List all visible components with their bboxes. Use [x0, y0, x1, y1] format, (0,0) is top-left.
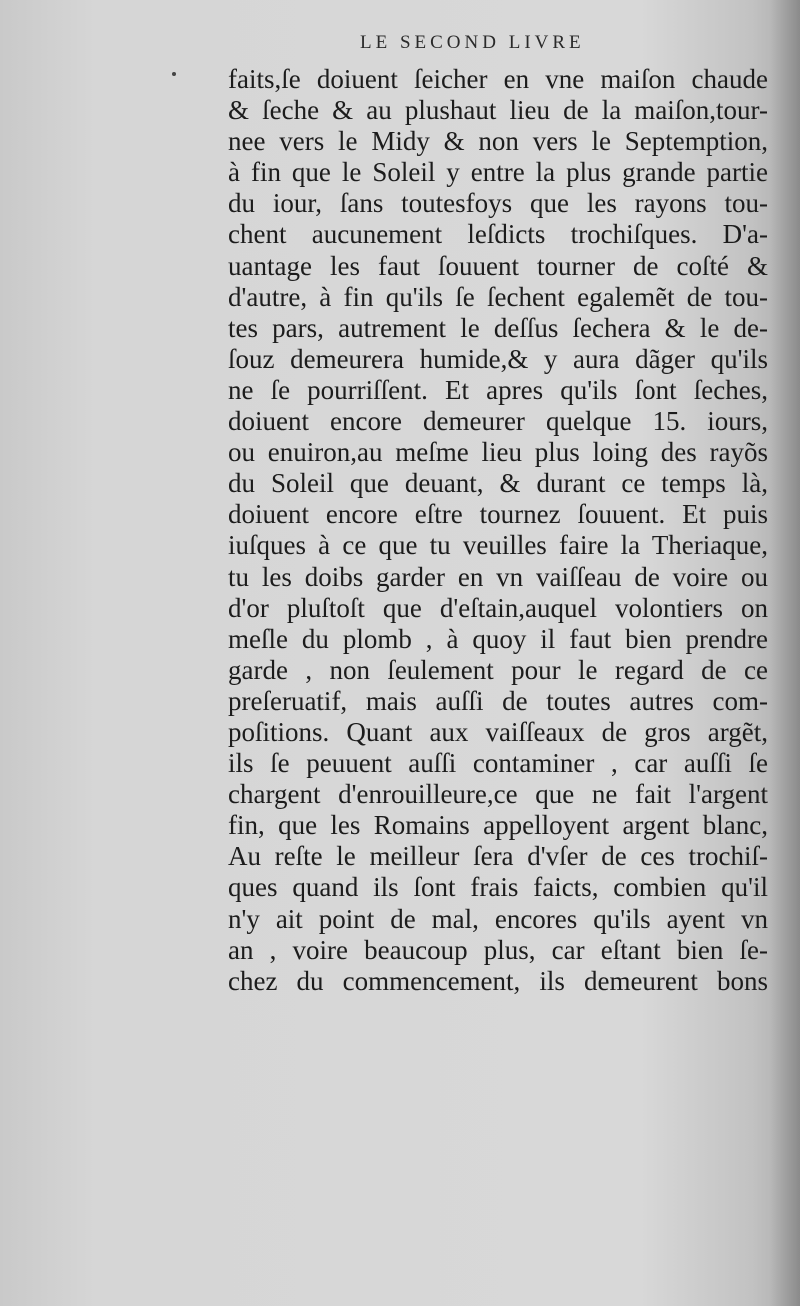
running-head: LE SECOND LIVRE — [360, 32, 585, 53]
text-line: poſitions. Quant aux vaiſſeaux de gros argẽt, — [228, 716, 768, 747]
text-line: garde , non ſeulement pour le regard de ce — [228, 654, 768, 685]
ink-speck — [172, 72, 176, 76]
text-line: meſle du plomb , à quoy il faut bien prendre — [228, 623, 768, 654]
text-line: à fin que le Soleil y entre la plus grande partie — [228, 157, 768, 188]
text-line: ils ſe peuuent auſſi contaminer , car auſſi ſe — [228, 748, 768, 779]
text-line: chent aucunement leſdicts trochiſques. D'a- — [228, 219, 768, 250]
text-line: tes pars, autrement le deſſus ſechera & le de- — [228, 312, 768, 343]
text-line: ne ſe pourriſſent. Et apres qu'ils ſont ſeches, — [228, 374, 768, 405]
gutter-shadow — [770, 0, 800, 1306]
text-line: ou enuiron,au meſme lieu plus loing des rayõs — [228, 437, 768, 468]
text-line: fin, que les Romains appelloyent argent blanc, — [228, 810, 768, 841]
text-line: chez du commencement, ils demeurent bons — [228, 965, 768, 996]
text-line: d'or pluſtoſt que d'eſtain,auquel volontiers on — [228, 592, 768, 623]
text-line: an , voire beaucoup plus, car eſtant bien ſe- — [228, 934, 768, 965]
text-line: preſeruatif, mais auſſi de toutes autres com- — [228, 685, 768, 716]
text-line: Au reſte le meilleur ſera d'vſer de ces trochiſ- — [228, 841, 768, 872]
text-line: faits,ſe doiuent ſeicher en vne maiſon chaude — [228, 64, 768, 94]
text-line: d'autre, à fin qu'ils ſe ſechent egalemẽt de tou- — [228, 281, 768, 312]
text-line: ſouz demeurera humide,& y aura dãger qu'ils — [228, 343, 768, 374]
text-line: nee vers le Midy & non vers le Septemption, — [228, 126, 768, 157]
text-line: doiuent encore eſtre tournez ſouuent. Et puis — [228, 499, 768, 530]
body-text — [228, 64, 768, 997]
text-line: tu les doibs garder en vn vaiſſeau de voire ou — [228, 561, 768, 592]
text-line: du Soleil que deuant, & durant ce temps là, — [228, 468, 768, 499]
text-line: ques quand ils ſont frais faicts, combien qu'il — [228, 872, 768, 903]
text-line: n'y ait point de mal, encores qu'ils ayent vn — [228, 903, 768, 934]
text-line: du iour, ſans toutesfoys que les rayons tou- — [228, 188, 768, 219]
text-line: chargent d'enrouilleure,ce que ne fait l'argent — [228, 779, 768, 810]
text-line: doiuent encore demeurer quelque 15. iours, — [228, 406, 768, 437]
text-line: iuſques à ce que tu veuilles faire la Theriaque, — [228, 530, 768, 561]
text-line: uantage les faut ſouuent tourner de coſté & — [228, 250, 768, 281]
text-line: & ſeche & au plushaut lieu de la maiſon,tour- — [228, 95, 768, 126]
